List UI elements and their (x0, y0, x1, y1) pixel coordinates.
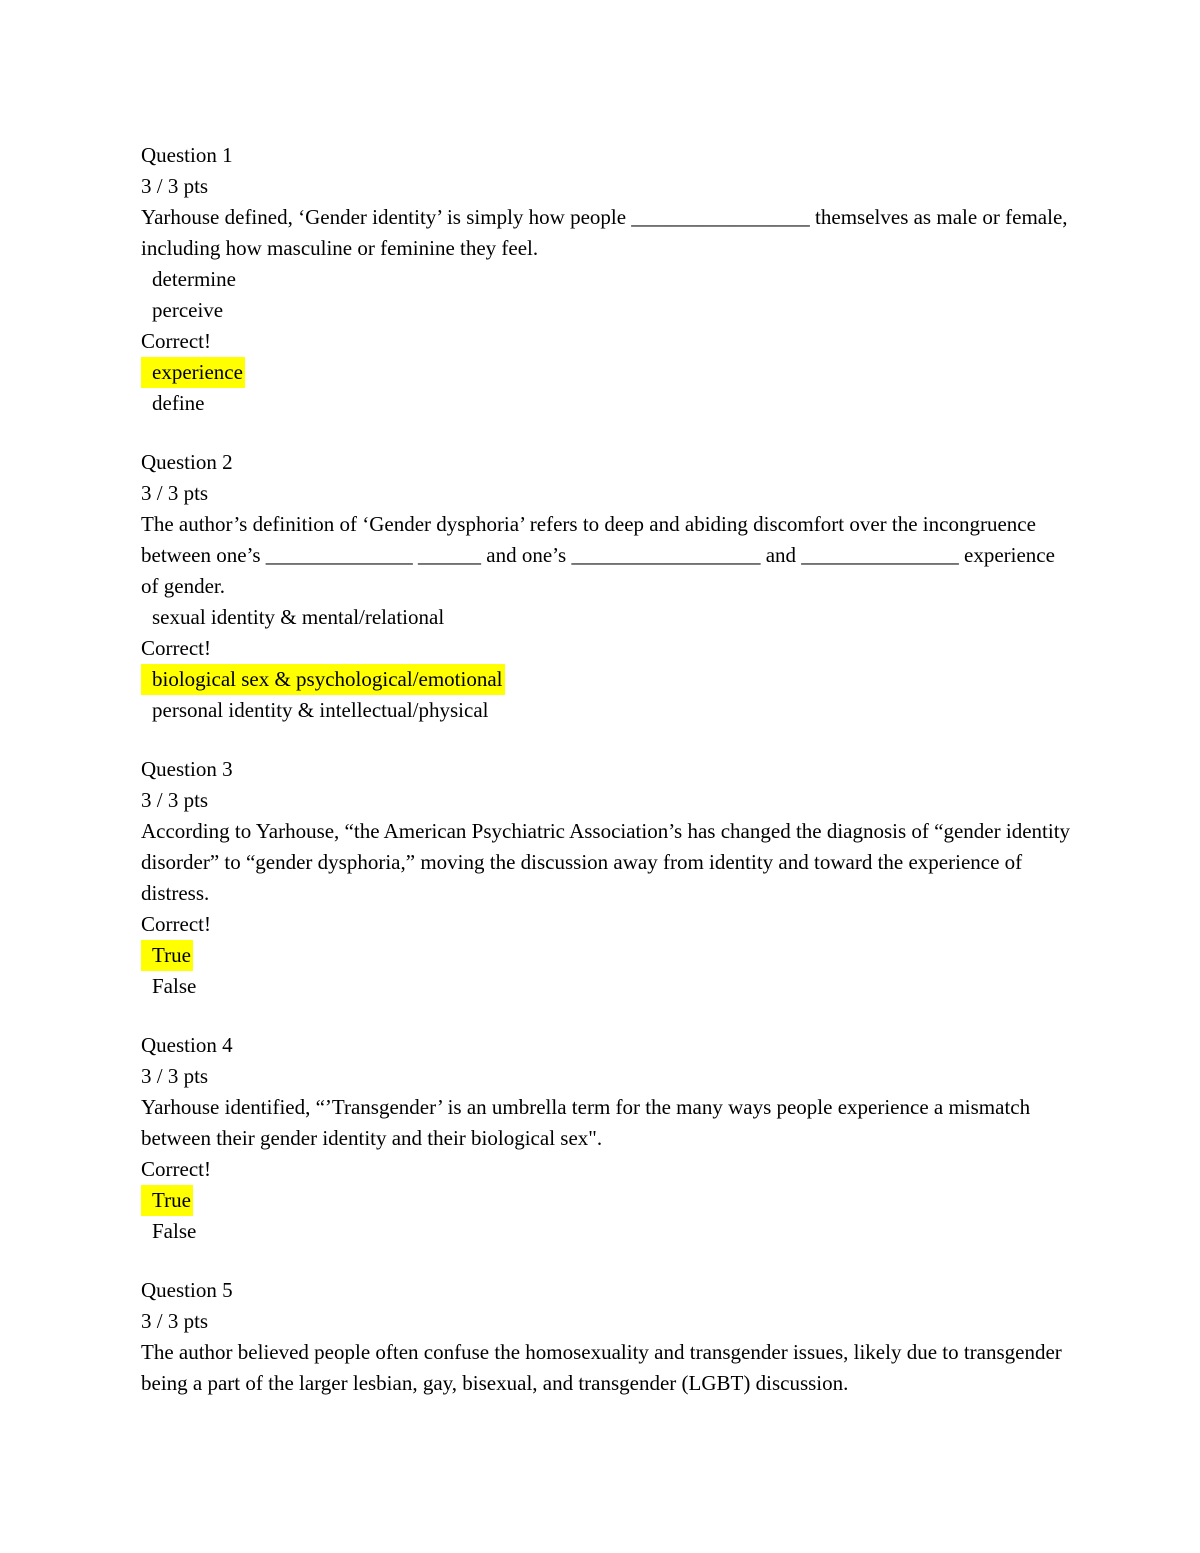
question-points: 3 / 3 pts (141, 1064, 209, 1088)
answer-option (141, 264, 1071, 295)
correct-marker: Correct! (141, 636, 211, 660)
question-3 (141, 754, 1071, 1002)
answer-option (141, 695, 1071, 726)
question-prompt: The author’s definition of ‘Gender dysphoria’ refers to deep and abiding discomfort over the incongruence between one’s ______________ ______ and one’s __________________ and _______________ experience of gender. (141, 512, 1055, 598)
answer-text: sexual identity & mental/relational (152, 605, 445, 629)
question-2 (141, 447, 1071, 726)
answer-option (141, 295, 1071, 326)
question-prompt: Yarhouse identified, “’Transgender’ is an umbrella term for the many ways people experience a mismatch between their gender identity and their biological sex". (141, 1095, 1031, 1150)
answer-text: define (152, 391, 205, 415)
quiz-document (141, 140, 1071, 1399)
question-prompt: Yarhouse defined, ‘Gender identity’ is simply how people _________________ themselves as male or female, including how masculine or feminine they feel. (141, 205, 1068, 260)
answer-text: determine (152, 267, 236, 291)
answer-option (141, 1216, 1071, 1247)
question-points: 3 / 3 pts (141, 481, 209, 505)
answer-option-correct (141, 940, 1071, 971)
correct-marker: Correct! (141, 329, 211, 353)
answer-text: False (152, 974, 197, 998)
question-1 (141, 140, 1071, 419)
question-title: Question 2 (141, 450, 233, 474)
answer-option-correct (141, 664, 1071, 695)
question-points: 3 / 3 pts (141, 1309, 209, 1333)
answer-option-correct (141, 357, 1071, 388)
question-prompt: According to Yarhouse, “the American Psychiatric Association’s has changed the diagnosis of “gender identity disorder” to “gender dysphoria,” moving the discussion away from identity and toward the experience of distress. (141, 819, 1071, 905)
question-title: Question 4 (141, 1033, 233, 1057)
question-title: Question 1 (141, 143, 233, 167)
answer-option (141, 388, 1071, 419)
answer-text: True (141, 1185, 193, 1216)
answer-option (141, 971, 1071, 1002)
question-4 (141, 1030, 1071, 1247)
answer-option (141, 602, 1071, 633)
question-prompt: The author believed people often confuse the homosexuality and transgender issues, likely due to transgender being a part of the larger lesbian, gay, bisexual, and transgender (LGBT) discussion. (141, 1340, 1062, 1395)
question-title: Question 3 (141, 757, 233, 781)
answer-text: True (141, 940, 193, 971)
answer-text: biological sex & psychological/emotional (141, 664, 505, 695)
answer-text: experience (141, 357, 245, 388)
correct-marker: Correct! (141, 1157, 211, 1181)
question-title: Question 5 (141, 1278, 233, 1302)
answer-option-correct (141, 1185, 1071, 1216)
question-points: 3 / 3 pts (141, 174, 209, 198)
answer-text: personal identity & intellectual/physical (152, 698, 489, 722)
question-points: 3 / 3 pts (141, 788, 209, 812)
correct-marker: Correct! (141, 912, 211, 936)
question-5 (141, 1275, 1071, 1399)
answer-text: perceive (152, 298, 224, 322)
answer-text: False (152, 1219, 197, 1243)
